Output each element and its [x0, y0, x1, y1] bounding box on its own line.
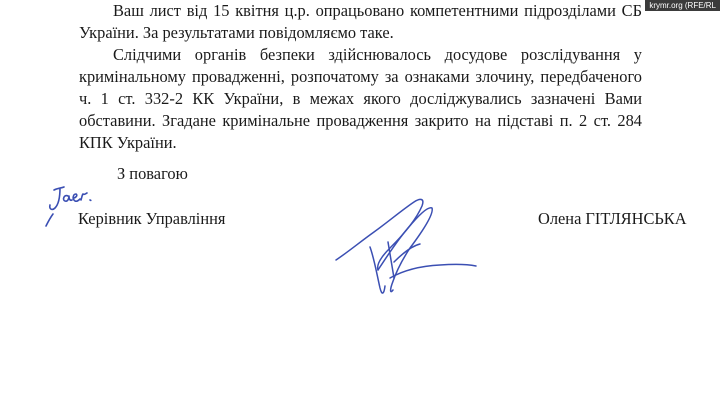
- signature-icon: [330, 192, 480, 302]
- source-watermark: krymr.org (RFE/RL: [645, 0, 720, 11]
- handwritten-initials-icon: [40, 178, 100, 228]
- closing-regards: З повагою: [117, 164, 188, 183]
- signer-name: Олена ГІТЛЯНСЬКА: [538, 209, 687, 228]
- letter-paragraph-2: Слідчими органів безпеки здійснювалось досудове розслідування у кримінальному провадженні, розпочатому за ознаками злочину, передбаченого ч. 1 ст. 332-2 КК України, в межах якого досліджувались зазначені Вами обставини. Згадане кримінальне провадження закрито на підставі п. 2 ст. 284 КПК України.: [79, 45, 642, 152]
- signer-position: Керівник Управління: [78, 209, 226, 228]
- letter-paragraph-1: Ваш лист від 15 квітня ц.р. опрацьовано компетентними підрозділами СБ України. За результатами повідомляємо таке.: [79, 1, 642, 42]
